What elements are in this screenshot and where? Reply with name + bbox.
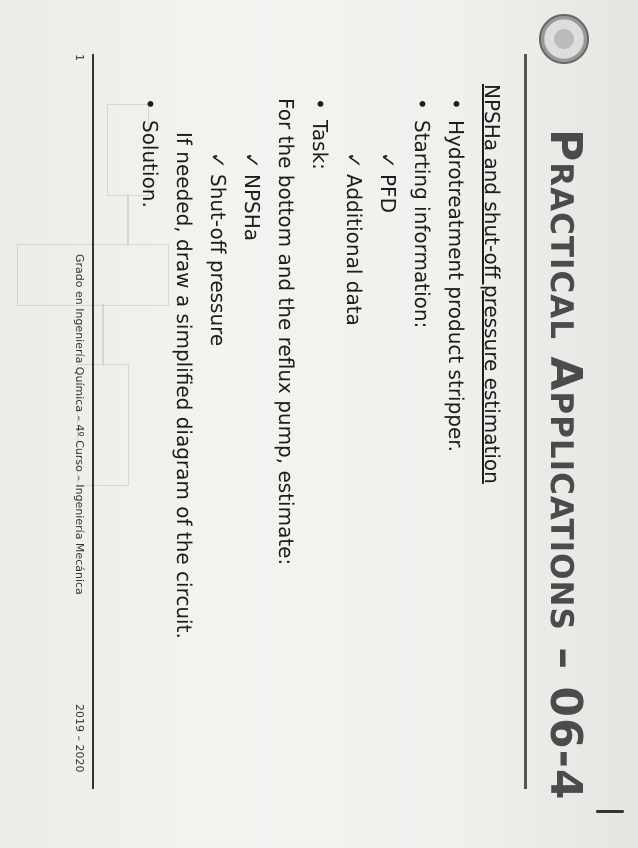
academic-year: 2019 – 2020 — [73, 704, 86, 773]
check-item: ✓ PFD — [376, 152, 399, 213]
check-item: ✓ Additional data — [342, 152, 365, 326]
slide-footer — [54, 34, 94, 814]
bullet-item: • Task: — [308, 98, 331, 170]
check-item: ✓ NPSHa — [240, 152, 263, 241]
page-number: 1 — [73, 54, 86, 61]
bullet-item: • Solution. — [138, 98, 161, 208]
rotated-slide — [39, 34, 599, 814]
slide-title: Practical Applications – 06-4 — [540, 129, 591, 801]
pen-mark — [596, 810, 624, 813]
title-bar — [509, 34, 599, 814]
slide-subtitle: NPSHa and shut-off pressure estimation — [480, 84, 504, 484]
university-seal-icon — [539, 14, 589, 64]
course-label: Grado en Ingeniería Química – 4º Curso – Ingeniería Mecánica — [73, 254, 86, 595]
bullet-item: • Hydrotreatment product stripper. — [444, 98, 467, 452]
title-divider — [524, 54, 527, 789]
footer-divider — [92, 54, 94, 789]
bullet-item: • Starting information: — [410, 98, 433, 328]
task-description: For the bottom and the reflux pump, estimate: — [274, 98, 298, 566]
check-item: ✓ Shut-off pressure — [206, 152, 229, 346]
diagram-note: If needed, draw a simplified diagram of the circuit. — [172, 132, 196, 639]
